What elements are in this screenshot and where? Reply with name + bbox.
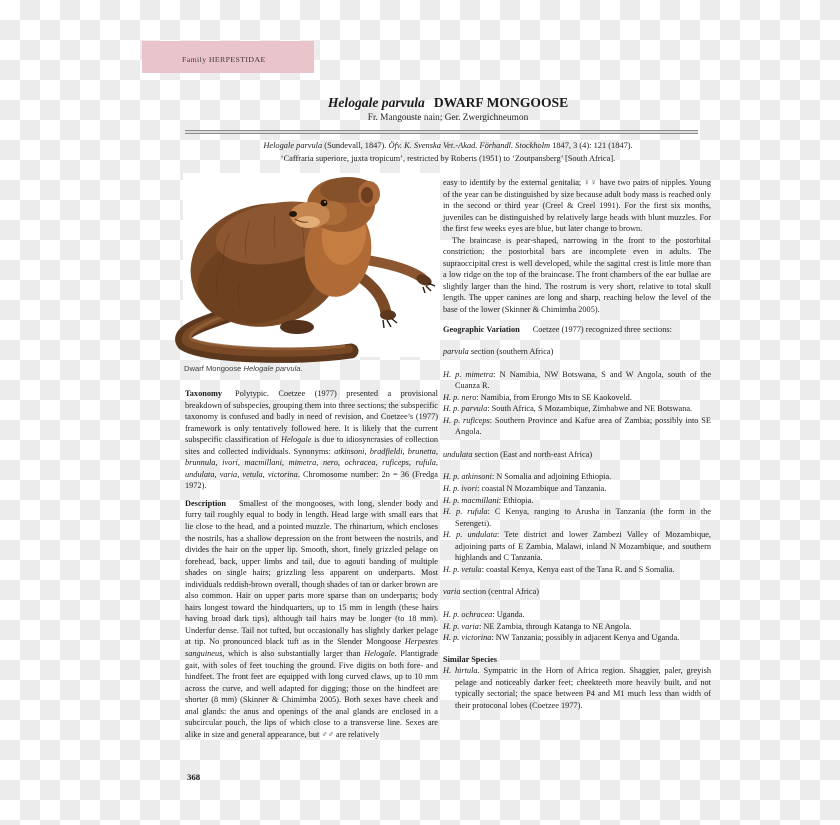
subspecies-entry: H. p. atkinsoni: N Somalia and adjoining Ethiopia. (443, 472, 612, 482)
subspecies-entry: H. p. mimetra: N Namibia, NW Botswana, S and W Angola, south of the Cuanza R. (443, 369, 711, 391)
left-column (185, 388, 438, 740)
citation-line-2: ‘Caffraria superiore, juxta tropicum’, restricted by Roberts (1951) to ‘Zoutpansberg’ [South Africa]. (280, 154, 616, 164)
citation-block (185, 139, 711, 165)
subspecies-entries (443, 369, 711, 438)
section-label: undulata section (East and north-east Africa) (443, 449, 593, 459)
subspecies-entry: H. p. varia: NE Zambia, through Katanga to NE Angola. (443, 621, 632, 631)
title-rule (185, 130, 698, 134)
subspecies-entry: H. p. nero: Namibia, from Erongo Mts to SE Kaokoveld. (443, 392, 632, 402)
subspecies-entry: H. p. victorina: NW Tanzania; possibly in adjacent Kenya and Uganda. (443, 633, 680, 643)
subspecies-entry: H. p. parvula: South Africa, S Mozambique, Zimbabwe and NE Botswana. (443, 404, 693, 414)
subspecies-entries (443, 471, 711, 575)
mongoose-eye (321, 200, 328, 207)
intro-paragraph-1: easy to identify by the external genitalia; ♀♀ have two pairs of nipples. Young of the year can be distinguished by size because adult body mass is reached only in the second or third year (Creel & Creel 1991). For the first six months, juveniles can be distinguished by relatively large heads with blunt muzzles. For the first few weeks eyes are blue, but later change to brown. (443, 178, 711, 234)
subspecies-entry: H. p. undulata: Tete district and lower Zambezi Valley of Mozambique, adjoining parts of E Zambia, Malawi, inland N Mozambique, and southern highlands and C Tanzania. (443, 530, 711, 563)
family-band (142, 41, 314, 73)
intro-paragraph-2: The braincase is pear-shaped, narrowing in the front to the postorbital constriction; the postorbital bars are incomplete even in adults. The supraoccipital crest is well developed, while the sagittal crest is little more than a low ridge on the top of the braincase. The front chambers of the ear bullae are slightly larger than the hind. The rostrum is very short, relative to total skull length. The upper canines are long and sharp, reaching below the level of the base of the lower (Skinner & Chimimba 2005). (443, 235, 711, 315)
geo-section-varia (443, 586, 711, 643)
mongoose-nose (289, 211, 297, 217)
subspecies-entry: H. p. ochracea: Uganda. (443, 609, 525, 619)
subspecies-entry: H. p. rufula: C Kenya, ranging to Arusha in Tanzania (the form in the Serengeti). (443, 507, 711, 528)
subspecies-entry: H. p. ruficeps: Southern Province and Kafue area of Zambia; possibly into SE Angola. (443, 415, 711, 437)
similar-species-heading: Similar Species (443, 654, 498, 664)
description-paragraph: Description Smallest of the mongooses, with long, slender body and furry tail roughly equal to body in length. Head large with small ears that lie close to the head, and a pointed muzzle. The rhinarium, which encloses the nostrils, has a shallow depression on the front between the nostrils, and divides the hair on the upper lip. Smooth, short, finely grizzled pelage on forehead, back, upper limbs and tail, due to agouti banding of multiple shades on single hairs; grizzling less apparent on underparts. Most individuals reddish-brown overall, though shades of tan or darker brown are also common. Hair on upper parts more sparse than on underparts; body hairs longest toward the hindquarters, up to 15 mm in length (these hairs having broad dark tips), although tail hairs may be longer (to 18 mm). Underfur dense. Tail not tufted, but occasionally has slightly darker pelage at tip. No pronounced black tuft as in the Slender Mongoose Herpestes sanguineus, which is also substantially larger than Helogale. Plantigrade gait, with soles of feet touching the ground. Five digits on both fore- and hindfeet. The front feet are equipped with long curved claws, up to 10 mm across the curve, and well adapted for digging; those on the hindfeet are shorter (8 mm) (Skinner & Chimimba 2005). Both sexes have cheek and anal glands: the anus and openings of the anal glands are enclosed in a subcircular pouch, the lips of which close to a transverse line. Sexes are alike in size and general appearance, but ♂♂ are relatively (185, 498, 438, 739)
mongoose-hind-foot (280, 320, 314, 334)
geo-section-undulata (443, 449, 711, 575)
species-subtitle: Fr. Mangouste nain; Ger. Zwergichneumon (367, 113, 529, 123)
similar-species-paragraph: H. hirtula. Sympatric in the Horn of Africa region. Shaggier, paler, greyish pelage and noticeably darker feet; cheekteeth more heavily built, and not typically sectorial; the space between P4 and M1 much less than width of their protoconal lobes (Coetzee 1977). (443, 666, 711, 710)
subspecies-entries (443, 609, 711, 644)
taxonomy-paragraph: Taxonomy Polytypic. Coetzee (1977) presented a provisional breakdown of subspecies, grouping them into three sections; the subspecific taxonomy is confused and badly in need of revision, and Coetzee’s (1977) framework is only tentatively followed here. It is likely that the current subspecific classification of Helogale is due to idiosyncrasies of collection sites and collected individuals. Synonyms: atkinsoni, bradfieldi, brunetta, brunnula, ivori, macmillani, mimetra, nero, ochracea, ruficeps, rufula, undulata, varia, vetula, victorina. Chromosome number: 2n = 36 (Fredga 1972). (185, 389, 438, 491)
geo-section-parvula (443, 346, 711, 438)
species-title: Helogale parvula DWARF MONGOOSE (327, 95, 569, 110)
illustration-caption: Dwarf Mongoose Helogale parvula. (184, 364, 303, 373)
page-number: 368 (187, 772, 201, 782)
right-column (443, 177, 711, 711)
geographic-variation-heading: Geographic Variation Coetzee (1977) recognized three sections: (443, 324, 672, 334)
subspecies-entry: H. p. macmillani: Ethiopia. (443, 495, 534, 505)
subspecies-entry: H. p. vetula: coastal Kenya, Kenya east of the Tana R. and S Somalia. (443, 564, 675, 574)
mongoose-illustration (145, 163, 445, 363)
section-label: parvula section (southern Africa) (443, 347, 554, 357)
citation-line-1: Helogale parvula (Sundevall, 1847). Öfv. K. Svenska Vet.-Akad. Förhandl. Stockholm 1847, 3 (4): 121 (1847). (263, 141, 633, 150)
section-label: varia section (central Africa) (443, 587, 540, 597)
subspecies-entry: H. p. ivori: coastal N Mozambique and Tanzania. (443, 484, 607, 494)
family-label: Family HERPESTIDAE (182, 55, 266, 64)
